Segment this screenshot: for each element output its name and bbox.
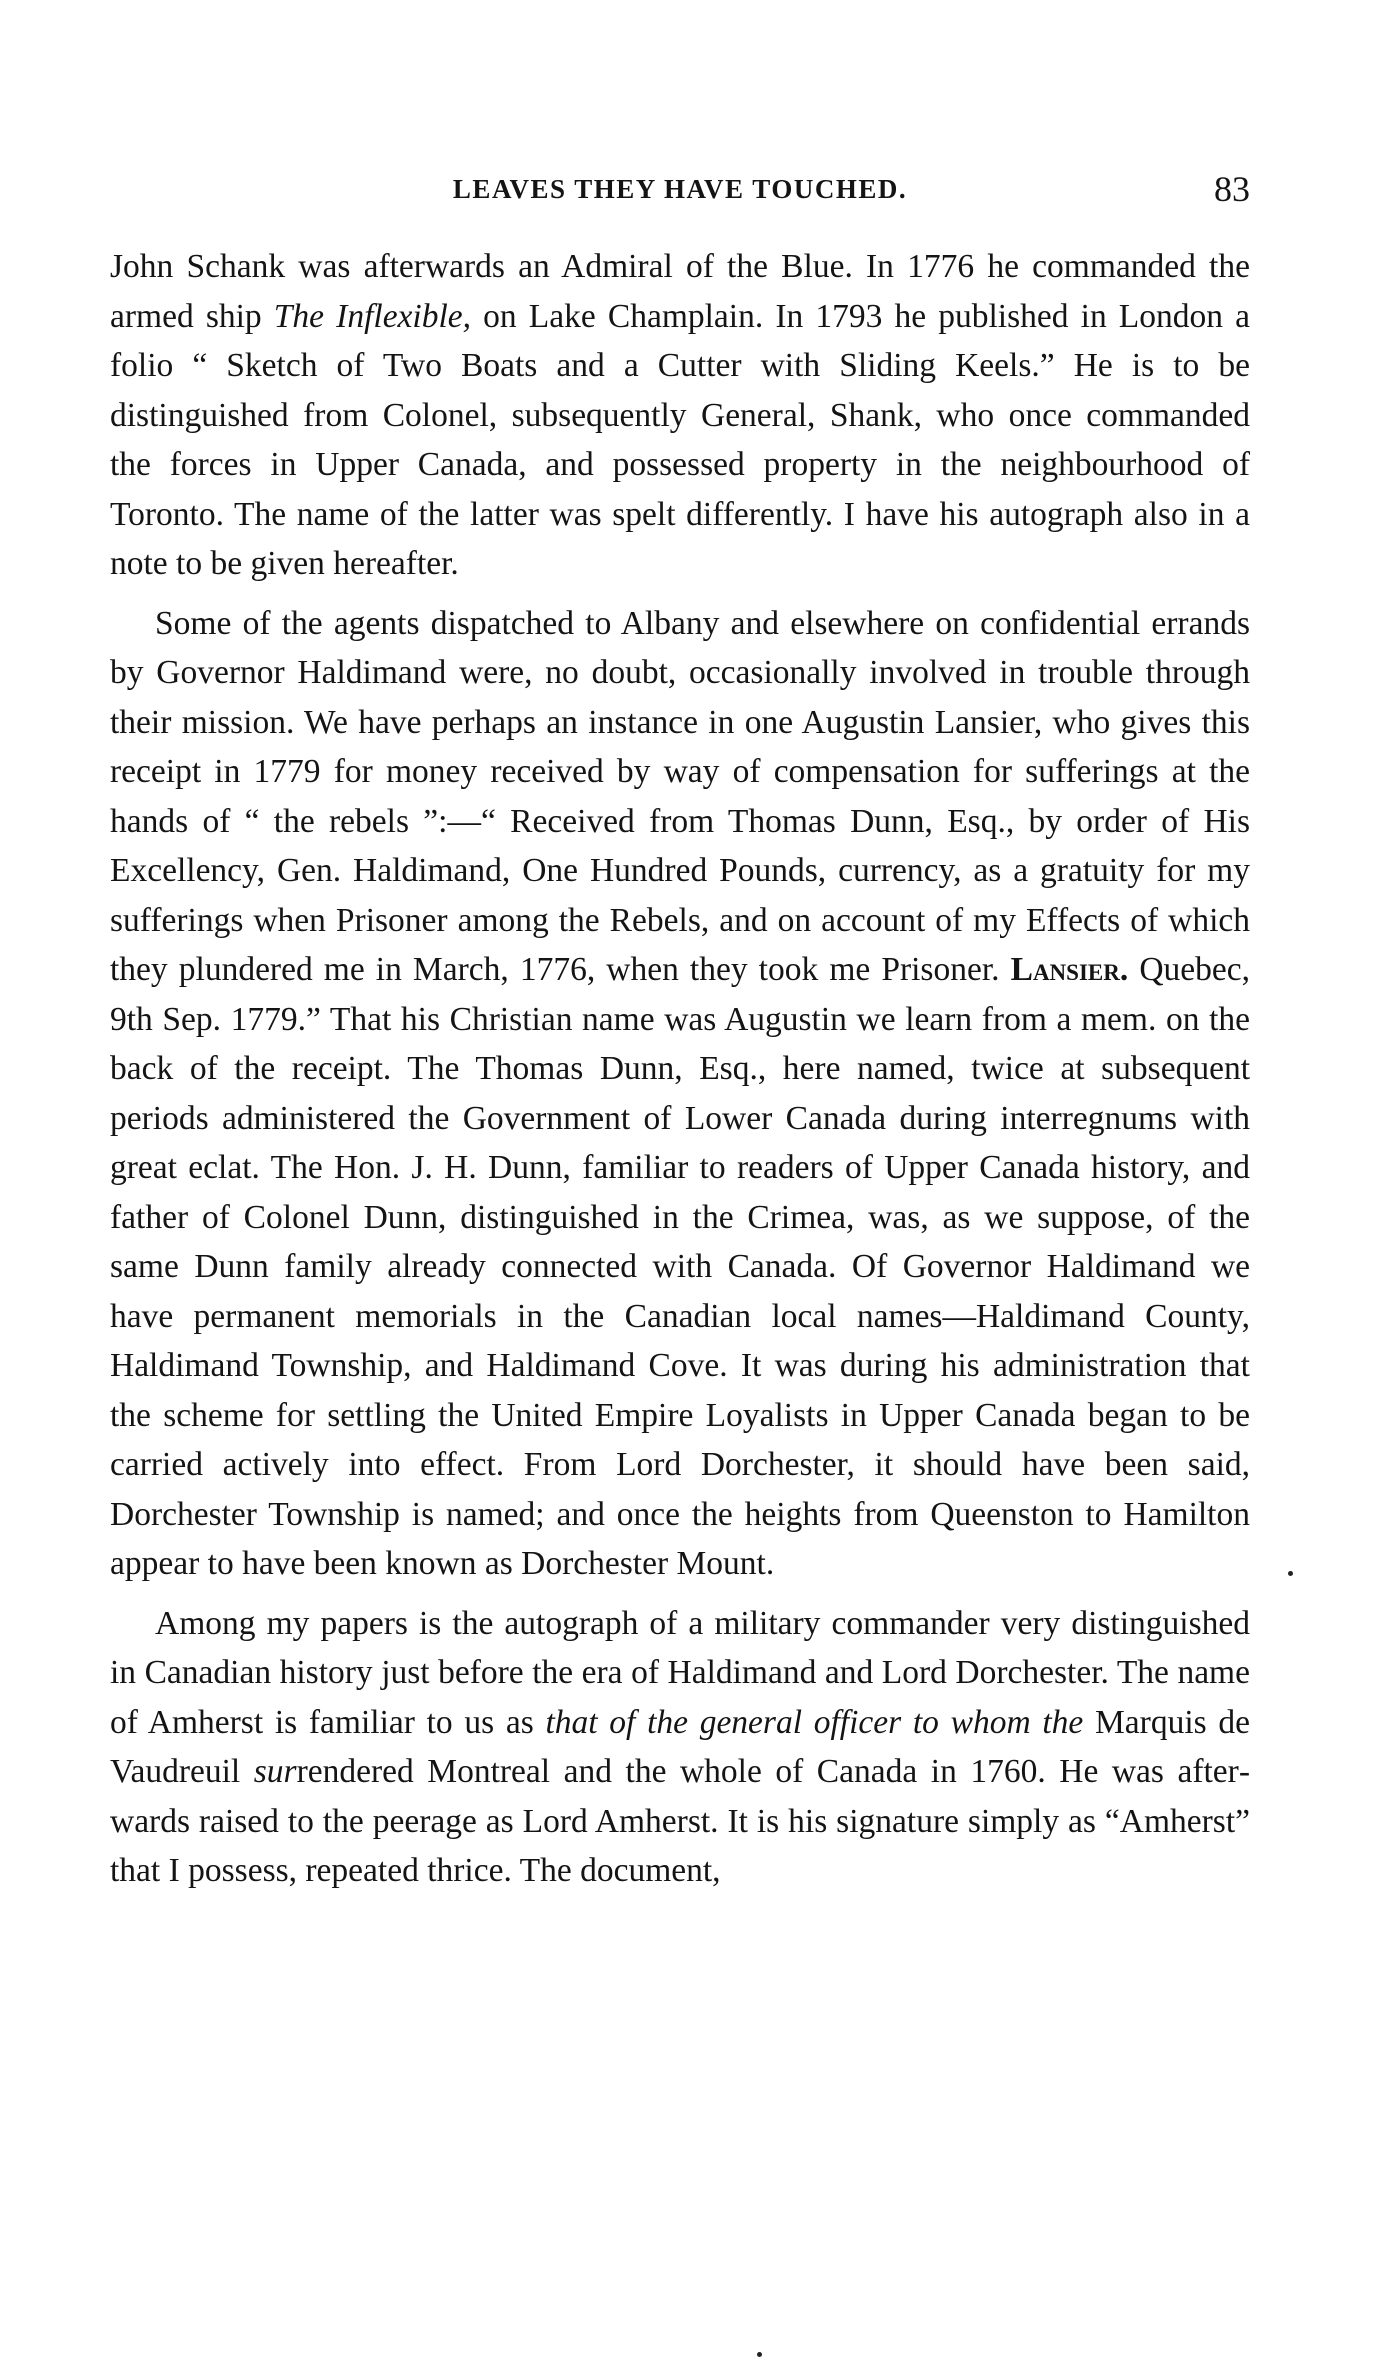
- paragraph: [110, 1599, 1250, 1896]
- print-speck: [757, 2352, 762, 2357]
- italic-text: The Inflexible,: [273, 297, 472, 335]
- italic-text: that of the general officer to whom the: [545, 1703, 1084, 1741]
- running-title: LEAVES THEY HAVE TOUCHED.: [452, 174, 908, 204]
- paragraph-text: on Lake Champlain. In 1793 he published in London a folio “ Sketch of Two Boats and a Cutter with Sliding Keels.” He is to be distinguished from Colonel, subsequently General, Shank, who once commanded the forces in Upper Canada, and possessed property in the neighbourhood of Toronto. The name of the latter was spelt differently. I have his autograph also in a note to be given hereafter.: [110, 297, 1251, 582]
- small-caps-text: Lansier.: [1010, 951, 1129, 988]
- body-text: [110, 242, 1250, 1906]
- paragraph-text: Some of the agents dispatched to Albany and elsewhere on confidential errands by Governor Haldimand were, no doubt, occasionally involved in trouble through their mission. We have perhaps an instance in one Augustin Lansier, who gives this receipt in 1779 for money received by way of compensation for sufferings at the hands of “ the rebels ”:—“ Received from Thomas Dunn, Esq., by order of His Excellency, Gen. Haldimand, One Hundred Pounds, currency, as a gratuity for my sufferings when Prisoner among the Rebels, and on account of my Effects of which they plundered me in March, 1776, when they took me Prisoner.: [110, 604, 1250, 988]
- paragraph-text: Among my papers is the autograph of a military commander very distinguished in Canadian history just before the era of Haldimand and Lord Dorchester. The name of Amherst is familiar to us as: [110, 1604, 1250, 1741]
- paragraph-text: Quebec, 9th Sep. 1779.” That his Christian name was Augustin we learn from a mem. on the back of the receipt. The Thomas Dunn, Esq., here named, twice at subsequent periods administered the Government of Lower Canada during interregnums with great eclat. The Hon. J. H. Dunn, familiar to readers of Upper Canada history, and father of Colonel Dunn, distinguished in the Crimea, was, as we suppose, of the same Dunn family already connected with Canada. Of Governor Haldimand we have permanent memorials in the Canadian local names—Haldimand County, Haldimand Township, and Haldimand Cove. It was during his administration that the scheme for settling the United Empire Loyalists in Upper Canada began to be carried actively into effect. From Lord Dorchester, it should have been said, Dorchester Township is named; and once the heights from Queenston to Hamilton appear to have been known as Dorchester Mount.: [110, 951, 1250, 1582]
- running-head: [110, 168, 1250, 212]
- paragraph-text: John Schank was afterwards an Admiral of the Blue. In 1776 he commanded the armed ship: [110, 248, 1250, 335]
- paragraph: [110, 242, 1250, 589]
- print-speck: [1288, 1571, 1293, 1576]
- paragraph: [110, 599, 1250, 1589]
- page-number: 83: [1214, 169, 1250, 209]
- italic-text: sur: [253, 1753, 297, 1790]
- paragraph-text: rendered Montreal and the whole of Canada in 1760. He was afterwards raised to the peerage as Lord Amherst. It is his signature simply as “Amherst” that I possess, repeated thrice. The document,: [110, 1753, 1250, 1889]
- paragraph-text: Marquis de Vaudreuil: [110, 1703, 1250, 1790]
